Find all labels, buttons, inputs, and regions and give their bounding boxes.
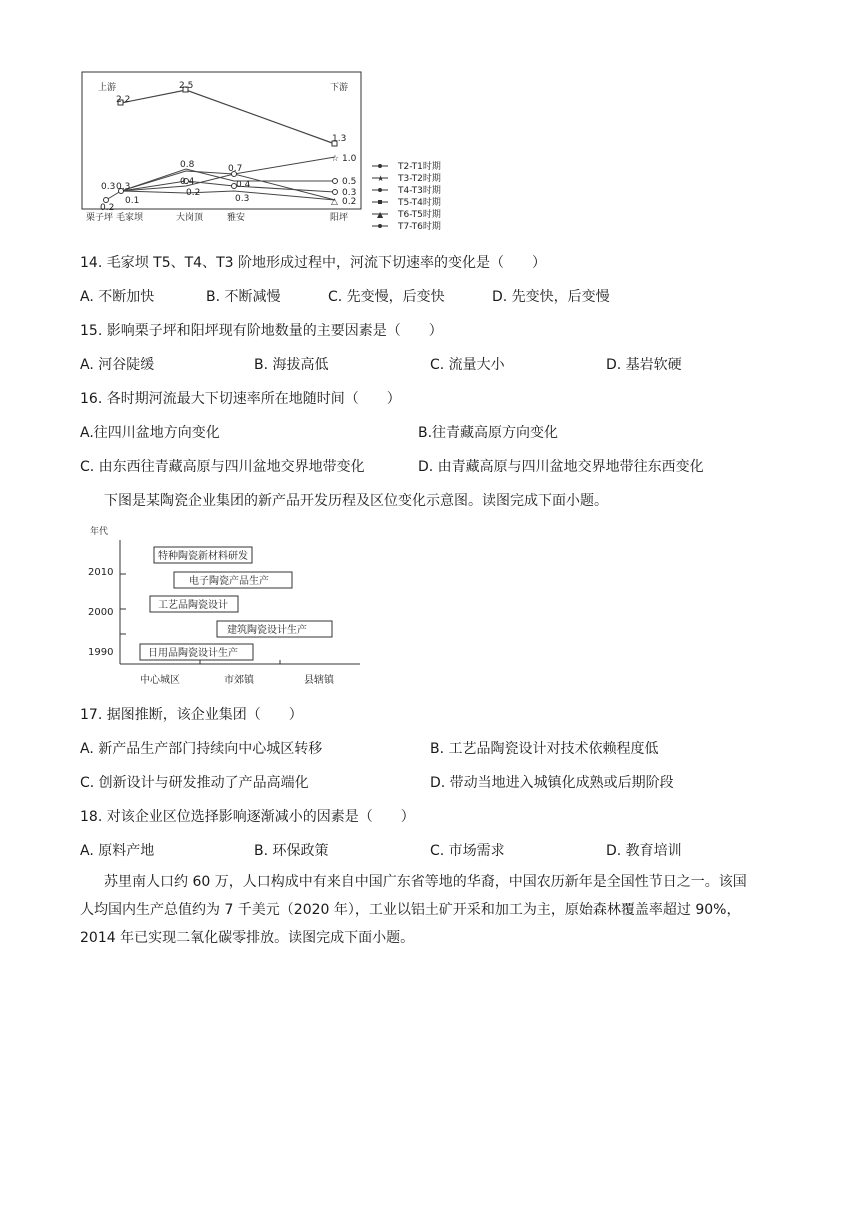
point-marker xyxy=(333,190,338,195)
question-17-stem: 17. 据图推断，该企业集团（ ） xyxy=(80,707,303,723)
legend-item: T6-T5时期 xyxy=(398,210,441,220)
question-15-stem: 15. 影响栗子坪和阳坪现有阶地数量的主要因素是（ ） xyxy=(80,323,443,339)
point-marker: ☆ xyxy=(331,154,340,164)
ceramics-timeline-chart xyxy=(82,520,372,690)
timeline-bar-label: 特种陶瓷新材料研发 xyxy=(158,551,248,562)
y-tick-label: 1990 xyxy=(88,647,114,658)
value-label: 1.0 xyxy=(342,154,357,164)
svg-text:★: ★ xyxy=(377,174,385,183)
value-label: 1.3 xyxy=(332,134,347,144)
timeline-bar-label: 日用品陶瓷设计生产 xyxy=(148,648,238,659)
q14-option-d[interactable]: D. 先变快，后变慢 xyxy=(492,289,610,305)
q14-option-a[interactable]: A. 不断加快 xyxy=(80,289,155,305)
q15-option-c[interactable]: C. 流量大小 xyxy=(430,357,505,373)
station-label: 大岗顶 xyxy=(176,213,204,223)
value-label: 0.2 xyxy=(100,203,115,213)
q18-option-c[interactable]: C. 市场需求 xyxy=(430,843,505,859)
q16-option-c[interactable]: C. 由东西往青藏高原与四川盆地交界地带变化 xyxy=(80,459,365,475)
legend-item: T2-T1时期 xyxy=(398,162,441,172)
timeline-bar-label: 建筑陶瓷设计生产 xyxy=(227,625,307,636)
q17-option-d[interactable]: D. 带动当地进入城镇化成熟或后期阶段 xyxy=(430,775,674,791)
q16-option-a[interactable]: A.往四川盆地方向变化 xyxy=(80,425,220,441)
value-label: 0.3 xyxy=(235,194,250,204)
station-label: 阳坪 xyxy=(330,213,349,223)
legend-item: T7-T6时期 xyxy=(398,222,441,232)
value-label: 0.3 xyxy=(101,182,116,192)
q17-option-b[interactable]: B. 工艺品陶瓷设计对技术依赖程度低 xyxy=(430,741,659,757)
value-label: 0.5 xyxy=(342,177,357,187)
incision-rate-chart xyxy=(80,70,460,235)
q15-option-d[interactable]: D. 基岩软硬 xyxy=(606,357,682,373)
q17-option-a[interactable]: A. 新产品生产部门持续向中心城区转移 xyxy=(80,741,323,757)
value-label: 0.2 xyxy=(186,188,201,198)
point-marker xyxy=(333,179,338,184)
downstream-label: 下游 xyxy=(330,83,349,93)
station-label: 雅安 xyxy=(227,213,246,223)
value-label: 0.2 xyxy=(342,197,357,207)
upstream-label: 上游 xyxy=(98,83,117,93)
x-category-label: 市郊镇 xyxy=(224,675,254,686)
question-14-stem: 14. 毛家坝 T5、T4、T3 阶地形成过程中，河流下切速率的变化是（ ） xyxy=(80,255,546,271)
x-category-label: 中心城区 xyxy=(140,675,180,686)
legend xyxy=(372,160,441,232)
point-marker xyxy=(104,198,109,203)
svg-text:▲: ▲ xyxy=(377,210,384,219)
legend-item: T3-T2时期 xyxy=(398,174,441,184)
series-line-t3t2 xyxy=(121,181,335,192)
value-label: 0.1 xyxy=(125,196,140,206)
intro-ceramics: 下图是某陶瓷企业集团的新产品开发历程及区位变化示意图。读图完成下面小题。 xyxy=(104,493,608,509)
timeline-bar-label: 工艺品陶瓷设计 xyxy=(158,600,228,611)
question-16-stem: 16. 各时期河流最大下切速率所在地随时间（ ） xyxy=(80,391,401,407)
series-line-t5t4 xyxy=(121,90,335,144)
series-line-t4t3 xyxy=(106,191,335,200)
timeline-bar-label: 电子陶瓷产品生产 xyxy=(189,576,269,587)
q17-option-c[interactable]: C. 创新设计与研发推动了产品高端化 xyxy=(80,775,309,791)
value-label: 2.5 xyxy=(179,81,194,91)
value-label: 0.8 xyxy=(180,160,195,170)
x-category-label: 县辖镇 xyxy=(304,675,334,686)
point-marker: △ xyxy=(331,197,338,207)
q18-option-d[interactable]: D. 教育培训 xyxy=(606,843,682,859)
value-label: 0.3 xyxy=(342,188,357,198)
station-label: 栗子坪 xyxy=(86,213,114,223)
y-axis-title: 年代 xyxy=(90,527,109,537)
q14-option-c[interactable]: C. 先变慢，后变快 xyxy=(328,289,445,305)
value-label: 0.4 xyxy=(236,180,251,190)
value-label: 0.7 xyxy=(228,164,243,174)
legend-item: T4-T3时期 xyxy=(398,186,441,196)
legend-item: T5-T4时期 xyxy=(398,198,441,208)
q15-option-b[interactable]: B. 海拔高低 xyxy=(254,357,329,373)
value-label: 0.4 xyxy=(180,177,195,187)
value-label: 2.2 xyxy=(116,95,131,105)
y-tick-label: 2010 xyxy=(88,567,114,578)
q16-option-b[interactable]: B.往青藏高原方向变化 xyxy=(418,425,559,441)
value-label: 0.3 xyxy=(116,182,131,192)
intro-suriname: 苏里南人口约 60 万，人口构成中有来自中国广东省等地的华裔，中国农历新年是全国性节日之一。该国人均国内生产总值约为 7 千美元（2020 年），工业以铝土矿开采和加工为主，原始森林覆盖率超过 90%，2014 年已实现二氧化碳零排放。读图完成下面小题。 xyxy=(80,874,747,946)
question-18-stem: 18. 对该企业区位选择影响逐渐减小的因素是（ ） xyxy=(80,809,415,825)
y-tick-label: 2000 xyxy=(88,607,114,618)
station-label: 毛家坝 xyxy=(116,213,144,223)
q18-option-b[interactable]: B. 环保政策 xyxy=(254,843,329,859)
q15-option-a[interactable]: A. 河谷陡缓 xyxy=(80,357,155,373)
series-line-t7t6 xyxy=(121,174,335,200)
q16-option-d[interactable]: D. 由青藏高原与四川盆地交界地带往东西变化 xyxy=(418,459,704,475)
q14-option-b[interactable]: B. 不断减慢 xyxy=(206,289,281,305)
q18-option-a[interactable]: A. 原料产地 xyxy=(80,843,155,859)
